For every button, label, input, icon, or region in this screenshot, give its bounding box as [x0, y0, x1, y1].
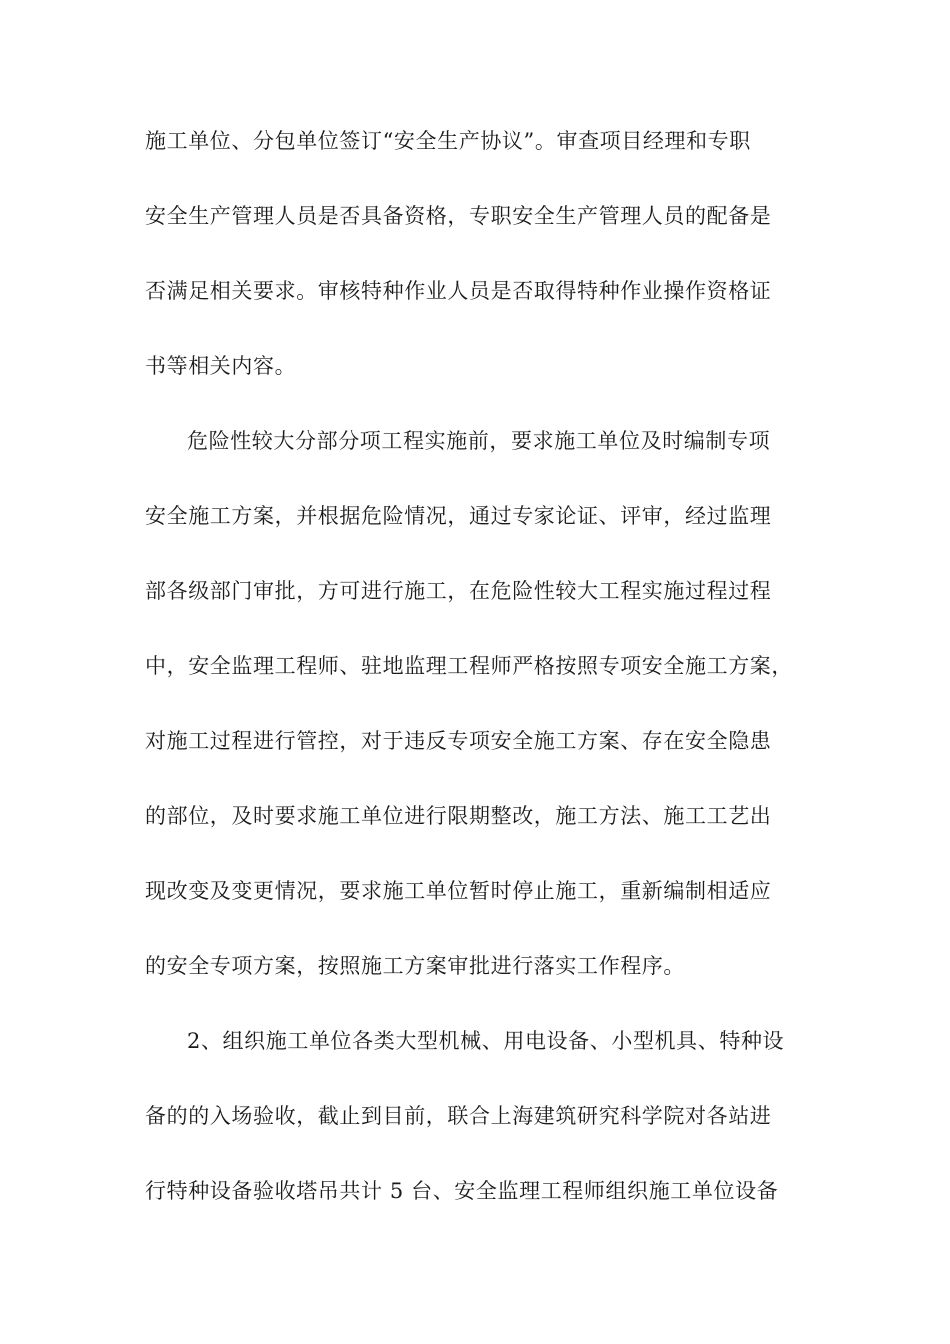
paragraph-line: 否满足相关要求。审核特种作业人员是否取得特种作业操作资格证 [145, 279, 772, 303]
paragraph-line: 的安全专项方案，按照施工方案审批进行落实工作程序。 [145, 954, 685, 978]
paragraph-line: 危险性较大分部分项工程实施前，要求施工单位及时编制专项 [187, 429, 771, 453]
paragraph-line: 部各级部门审批，方可进行施工，在危险性较大工程实施过程过程 [145, 579, 772, 603]
paragraph-line: 的部位，及时要求施工单位进行限期整改，施工方法、施工工艺出 [145, 804, 772, 828]
paragraph-line: 现改变及变更情况，要求施工单位暂时停止施工，重新编制相适应 [145, 879, 772, 903]
paragraph-line: 安全生产管理人员是否具备资格，专职安全生产管理人员的配备是 [145, 204, 772, 228]
paragraph-line: 施工单位、分包单位签订“安全生产协议”。审查项目经理和专职 [145, 129, 751, 153]
paragraph-line: 中，安全监理工程师、驻地监理工程师严格按照专项安全施工方案， [145, 654, 793, 678]
paragraph-line: 对施工过程进行管控，对于违反专项安全施工方案、存在安全隐患 [145, 729, 772, 753]
paragraph-line: 行特种设备验收塔吊共计 5 台、安全监理工程师组织施工单位设备 [145, 1179, 779, 1203]
paragraph-line: 2、组织施工单位各类大型机械、用电设备、小型机具、特种设 [187, 1029, 785, 1053]
paragraph-line: 安全施工方案，并根据危险情况，通过专家论证、评审，经过监理 [145, 504, 772, 528]
paragraph-line: 书等相关内容。 [145, 354, 297, 378]
paragraph-line: 备的的入场验收，截止到目前，联合上海建筑研究科学院对各站进 [145, 1104, 772, 1128]
